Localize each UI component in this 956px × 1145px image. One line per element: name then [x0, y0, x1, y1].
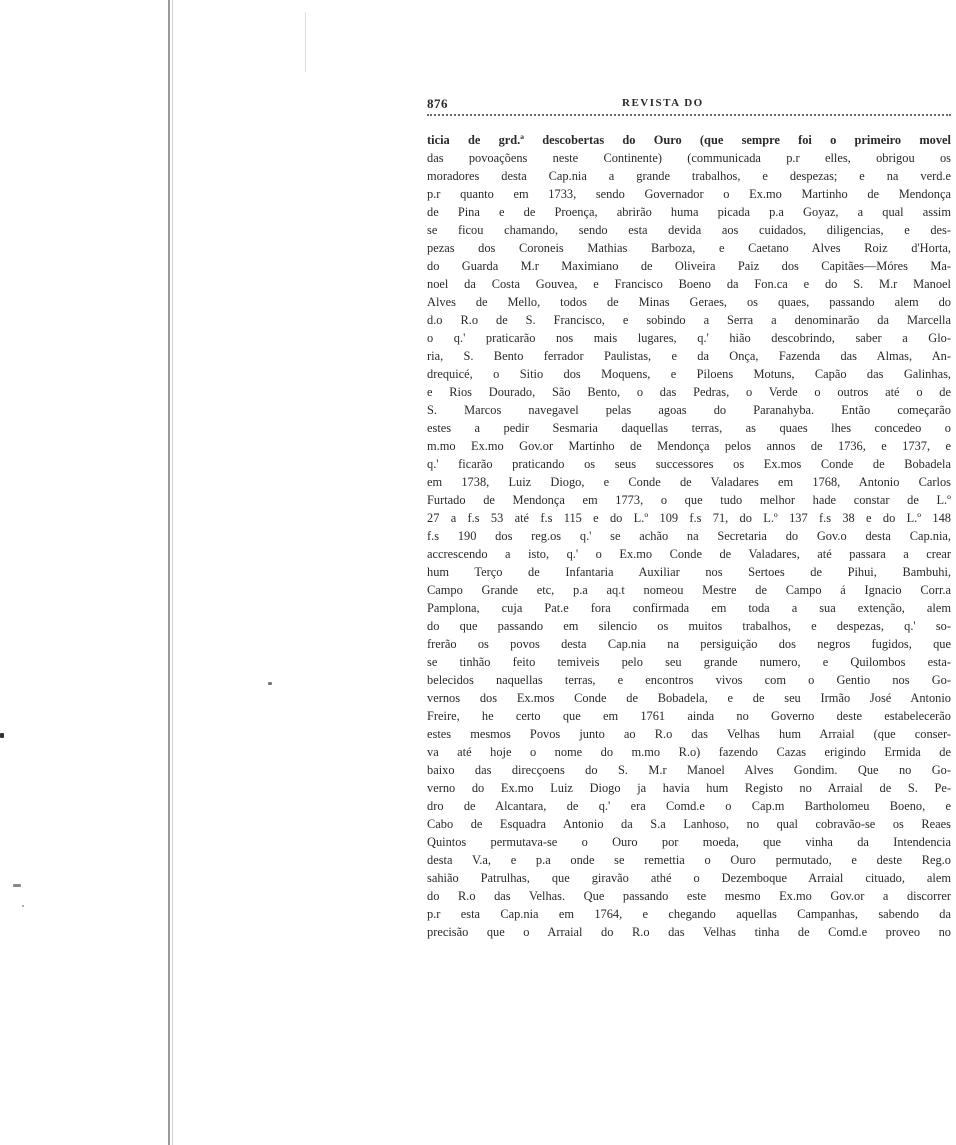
page-header — [427, 96, 951, 114]
text-line: do Guarda M.r Maximiano de Oliveira Paiz dos Capitães—Móres Ma- — [427, 259, 951, 273]
text-line: Pamplona, cuja Pat.e fora confirmada em toda a sua extenção, alem — [427, 601, 951, 615]
scan-speck — [0, 733, 4, 738]
text-line: o q.' praticarão nos mais lugares, q.' hião descobrindo, saber a Glo- — [427, 331, 951, 345]
text-line: ticia de grd.ª descobertas do Ouro (que sempre foi o primeiro movel — [427, 133, 951, 147]
text-line: Cabo de Esquadra Antonio da S.a Lanhoso, no qual cobravão-se os Reaes — [427, 817, 951, 831]
text-line: Alves de Mello, todos de Minas Geraes, os quaes, passando alem do — [427, 295, 951, 309]
text-line: desta V.a, e p.a onde se remettia o Ouro permutado, e deste Reg.o — [427, 853, 951, 867]
text-line: se tinhão feito temiveis pelo seu grande numero, e Quilombos esta- — [427, 655, 951, 669]
text-line: ria, S. Bento ferrador Paulistas, e da Onça, Fazenda das Almas, An- — [427, 349, 951, 363]
text-line: dro de Alcantara, de q.' era Comd.e o Cap.m Bartholomeu Boeno, e — [427, 799, 951, 813]
text-line: m.mo Ex.mo Gov.or Martinho de Mendonça pelos annos de 1736, e 1737, e — [427, 439, 951, 453]
text-line: 27 a f.s 53 até f.s 115 e do L.º 109 f.s 71, do L.º 137 f.s 38 e do L.º 148 — [427, 511, 951, 525]
text-line: estes a pedir Sesmaria daquellas terras, as quaes lhes concedeo o — [427, 421, 951, 435]
text-line: estes mesmos Povos junto ao R.o das Velhas hum Arraial (que conser- — [427, 727, 951, 741]
text-line: noel da Costa Gouvea, e Francisco Boeno da Fon.ca e do S. M.r Manoel — [427, 277, 951, 291]
text-line: p.r quanto em 1733, sendo Governador o Ex.mo Martinho de Mendonça — [427, 187, 951, 201]
text-line: va até hoje o nome do m.mo R.o) fazendo Cazas erigindo Ermida de — [427, 745, 951, 759]
scan-margin-line-faint — [172, 0, 173, 1145]
text-line: do R.o das Velhas. Que passando este mesmo Ex.mo Gov.or a discorrer — [427, 889, 951, 903]
text-line: de Pina e de Proença, abrirão huma picada p.a Goyaz, a qual assim — [427, 205, 951, 219]
text-line: se ficou chamando, sendo esta devida aos cuidados, diligencias, e des- — [427, 223, 951, 237]
scan-speck — [305, 12, 306, 72]
text-line: Freire, he certo que em 1761 ainda no Governo deste estabelecerão — [427, 709, 951, 723]
text-line: verno do Ex.mo Luiz Diogo ja havia hum Registo no Arraial de S. Pe- — [427, 781, 951, 795]
text-line: S. Marcos navegavel pelas agoas do Paranahyba. Então começarão — [427, 403, 951, 417]
text-line: baixo das direcçoens do S. M.r Manoel Alves Gondim. Que no Go- — [427, 763, 951, 777]
text-line: e Rios Dourado, São Bento, o das Pedras, o Verde o outros até o de — [427, 385, 951, 399]
text-line: das povoaçõens neste Continente) (communicada p.r elles, obrigou os — [427, 151, 951, 165]
text-line: hum Terço de Infantaria Auxiliar nos Sertoes de Pihui, Bambuhi, — [427, 565, 951, 579]
text-line: do que passando em silencio os muitos trabalhos, e despezas, q.' so- — [427, 619, 951, 633]
text-line: f.s 190 dos reg.os q.' se achão na Secretaria do Gov.o desta Cap.nia, — [427, 529, 951, 543]
scan-margin-line — [168, 0, 170, 1145]
header-rule — [427, 114, 951, 116]
text-line: em 1738, Luiz Diogo, e Conde de Valadares em 1768, Antonio Carlos — [427, 475, 951, 489]
text-line: sahião Patrulhas, que giravão athé o Dezemboque Arraial cituado, alem — [427, 871, 951, 885]
text-line: d.o R.o de S. Francisco, e sobindo a Serra a denominarão da Marcella — [427, 313, 951, 327]
text-line: accrescendo a isto, q.' o Ex.mo Conde de Valadares, até passara a crear — [427, 547, 951, 561]
text-line: frerão os povos desta Cap.nia na persiguição dos negros fugidos, que — [427, 637, 951, 651]
scan-speck — [22, 905, 24, 907]
page-number: 876 — [427, 96, 448, 111]
text-line: moradores desta Cap.nia a grande trabalhos, e despezas; e na verd.e — [427, 169, 951, 183]
text-line: pezas dos Coroneis Mathias Barboza, e Caetano Alves Roiz d'Horta, — [427, 241, 951, 255]
body-text — [427, 131, 951, 941]
scan-speck — [13, 884, 21, 887]
text-line: belecidos naquellas terras, e encontros vivos com o Gentio nos Go- — [427, 673, 951, 687]
text-line: precisão que o Arraial do R.o das Velhas tinha de Comd.e proveo no — [427, 925, 951, 939]
text-line: vernos dos Ex.mos Conde de Bobadela, e de seu Irmão José Antonio — [427, 691, 951, 705]
text-line: Quintos permutava-se o Ouro por moeda, que vinha da Intendencia — [427, 835, 951, 849]
text-line: p.r esta Cap.nia em 1764, e chegando aquellas Campanhas, sabendo da — [427, 907, 951, 921]
running-head: REVISTA DO — [622, 97, 704, 109]
text-line: drequicé, o Sitio dos Moquens, e Piloens Motuns, Capão das Galinhas, — [427, 367, 951, 381]
text-line: Furtado de Mendonça em 1773, o que tudo melhor hade constar de L.º — [427, 493, 951, 507]
text-line: q.' ficarão praticando os seus successores os Ex.mos Conde de Bobadela — [427, 457, 951, 471]
text-line: Campo Grande etc, p.a aq.t nomeou Mestre de Campo á Ignacio Corr.a — [427, 583, 951, 597]
scan-speck — [268, 682, 272, 685]
